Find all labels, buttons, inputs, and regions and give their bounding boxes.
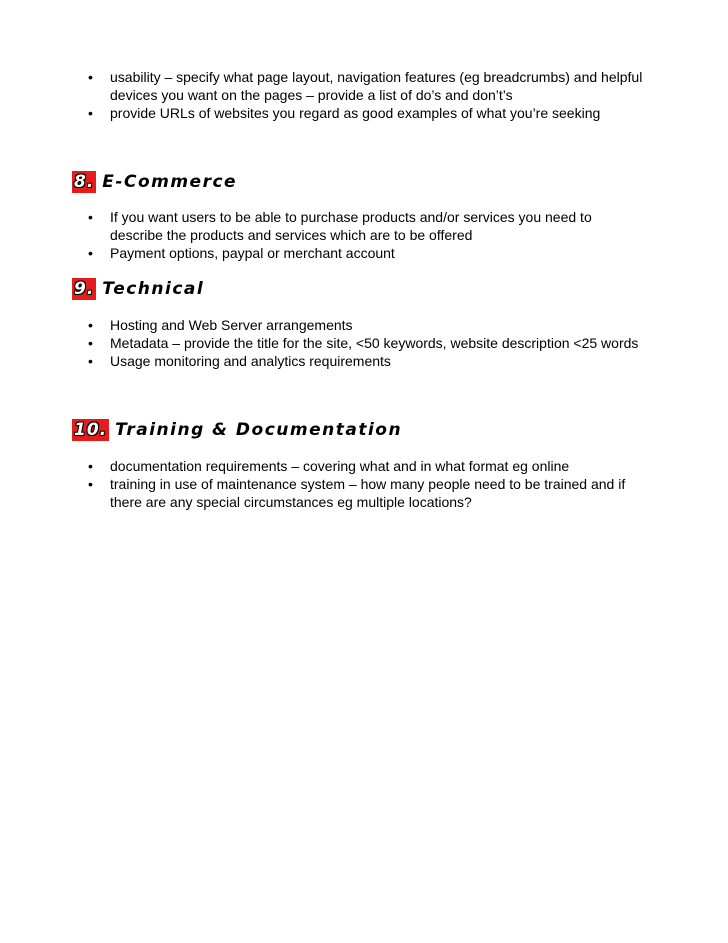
list-item [88,334,708,352]
bullet-icon: • [88,335,93,351]
list-item [88,352,708,370]
list-item [88,475,658,511]
list-item [88,104,668,122]
list-item [88,457,658,475]
list-item-text: training in use of maintenance system – how many people need to be trained and if there are any special circumstances eg multiple locations? [110,476,626,510]
bullet-icon: • [88,209,93,225]
bullet-icon: • [88,317,93,333]
list-item-text: Hosting and Web Server arrangements [110,317,353,333]
list-item-text: Usage monitoring and analytics requirements [110,353,391,369]
section-heading-technical [72,278,204,300]
bullet-icon: • [88,476,93,492]
section-title: Technical [102,279,205,299]
training-bullet-list [88,457,658,511]
bullet-icon: • [88,353,93,369]
section-title: Training & Documentation [115,420,403,440]
bullet-icon: • [88,245,93,261]
list-item [88,244,633,262]
list-item [88,316,708,334]
list-item [88,68,668,104]
list-item-text: documentation requirements – covering what and in what format eg online [110,458,570,474]
bullet-icon: • [88,69,93,85]
list-item-text: usability – specify what page layout, navigation features (eg breadcrumbs) and helpful devices you want on the pages – provide a list of do’s and don’t’s [110,69,643,103]
section-number: 9. [74,279,95,299]
list-item-text: Metadata – provide the title for the site, <50 keywords, website description <25 words [110,335,639,351]
list-item [88,208,633,244]
technical-bullet-list [88,316,708,370]
bullet-icon: • [88,458,93,474]
list-item-text: If you want users to be able to purchase products and/or services you need to describe the products and services which are to be offered [110,209,592,243]
bullet-icon: • [88,105,93,121]
ecommerce-bullet-list [88,208,633,262]
list-item-text: provide URLs of websites you regard as good examples of what you’re seeking [110,105,601,121]
section-heading-ecommerce [72,171,237,193]
list-item-text: Payment options, paypal or merchant account [110,245,395,261]
section-heading-training [72,419,402,441]
section-title: E-Commerce [102,172,238,192]
top-bullet-list [88,68,668,122]
section-number: 10. [74,420,108,440]
section-number: 8. [74,172,95,192]
